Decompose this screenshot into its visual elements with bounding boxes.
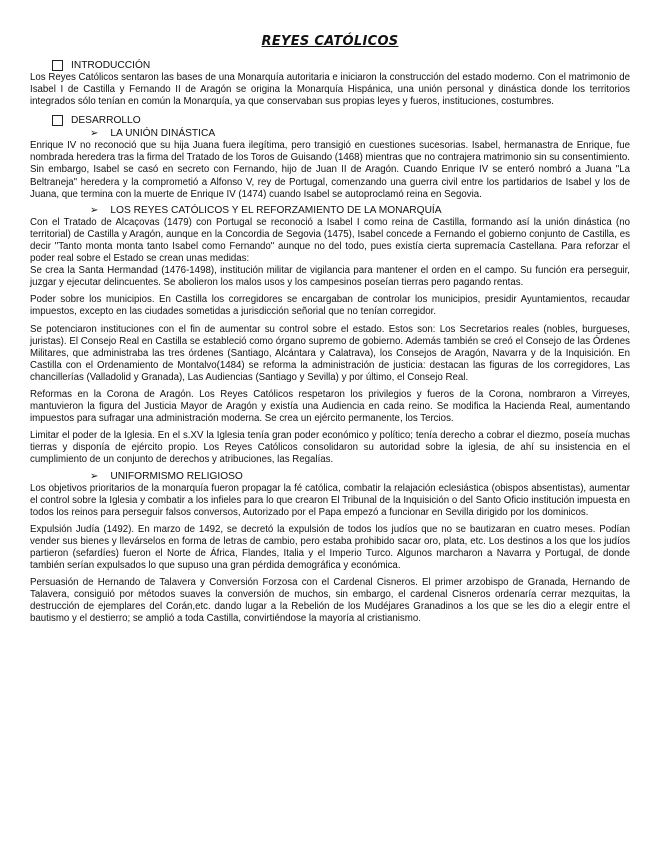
religioso-paragraph-3: Persuasión de Hernando de Talavera y Conversión Forzosa con el Cardenal Cisneros. El primer arzobispo de Granada, Hernando de Talavera, consiguió por métodos suaves la conversión de muchos, sin embargo, el cardenal Cisneros ordenaría cerrar mezquitas, la destrucción de ejemplares del Corán,etc. dando lugar a la Rebelión de los Mudéjares Granadinos a los que se les dio a elegir entre el bautismo y el destierro; se amplió a toda Castilla, convirtiéndose la mayoría al cristianismo. xyxy=(30,577,630,625)
section-heading-introduccion xyxy=(30,59,630,72)
arrow-bullet-icon: ➢ xyxy=(90,470,99,482)
refuerzo-paragraph-2: Se crea la Santa Hermandad (1476-1498), institución militar de vigilancia para mantener el orden en el campo. Su función era perseguir, juzgar y ejecutar delincuentes. Se abolieron los malos usos y los campesinos poseían tierras pero pagando rentas. xyxy=(30,265,630,289)
subsection-heading-union xyxy=(30,128,630,140)
arrow-bullet-icon: ➢ xyxy=(90,204,99,216)
document-page xyxy=(30,34,630,626)
refuerzo-paragraph-5: Reformas en la Corona de Aragón. Los Reyes Católicos respetaron los privilegios y fueros de la Corona, nombraron a Virreyes, mantuvieron la figura del Justicia Mayor de Aragón y existía una Audiencia en cada reino. Se modifica la Hacienda Real, aumentando impuestos para sufragar una administración moderna. Se crea un ejército permanente, los Tercios. xyxy=(30,388,630,425)
checkbox-icon xyxy=(52,115,63,126)
arrow-bullet-icon: ➢ xyxy=(90,128,99,140)
subsection-heading-refuerzo xyxy=(30,205,630,217)
refuerzo-paragraph-3: Poder sobre los municipios. En Castilla los corregidores se encargaban de controlar los municipios, presidir Ayuntamientos, recaudar impuestos, excepto en las ciudades sometidas a jurisdicción señorial que no tenían corregidor. xyxy=(30,294,630,318)
subsection-heading-label: LOS REYES CATÓLICOS Y EL REFORZAMIENTO DE LA MONARQUÍA xyxy=(110,204,442,216)
checkbox-icon xyxy=(52,60,63,71)
section-heading-label: INTRODUCCIÓN xyxy=(71,60,151,71)
subsection-heading-label: UNIFORMISMO RELIGIOSO xyxy=(110,470,243,482)
religioso-paragraph-2: Expulsión Judía (1492). En marzo de 1492, se decretó la expulsión de todos los judíos que no se bautizaran en cuatro meses. Podían vender sus bienes y llevárselos en forma de letras de cambio, pero estaba prohibido sacar oro, plata, etc. Los destinos a los que los judíos partieron (sefardíes) fueron el Norte de África, Flandes, Italia y el Imperio Turco. Algunos marcharon a Navarra y Portugal, de donde también serían expulsados lo que supuso una gran pérdida demográfica y económica. xyxy=(30,523,630,572)
refuerzo-paragraph-4: Se potenciaron instituciones con el fin de aumentar su control sobre el estado. Estos son: Los Secretarios reales (nobles, burgueses, juristas). El Consejo Real en Castilla se estableció como órgano supremo de gobierno. Además también se creó el Consejo de las Órdenes Militares, que administraba las tres órdenes (Santiago, Alcántara y Calatrava), los Consejos de Aragón, Navarra y de la Inquisición. En Castilla con el Ordenamiento de Montalvo(1484) se reforma la administración de justicia: destacan las figuras de los corregidores, Las chancillerías (Valladolid y Granada), Las Audiencias (Santiago y Sevilla) y por último, el Consejo Real. xyxy=(30,323,630,383)
refuerzo-paragraph-1: Con el Tratado de Alcaçovas (1479) con Portugal se reconoció a Isabel I como reina de Castilla, formando así la unión dinástica (no territorial) de Castilla y Aragón, aunque en la Concordia de Segovia (1475), Isabel concede a Fernando el gobierno conjunto de Castilla, es decir "Tanto monta monta tanto Isabel como Fernando" aunque no del todo, pues existía cierta supremacía Castellana. Para reforzar el poder real sobre el Estado se crean unas medidas: xyxy=(30,216,630,265)
union-paragraph: Enrique IV no reconoció que su hija Juana fuera ilegítima, pero transigió en cuestiones sucesorias. Isabel, hermanastra de Enrique, fue nombrada heredera tras la firma del Tratado de los Toros de Guisando (1468) mientras que no contrajera matrimonio sin su consentimiento. Sin embargo, Isabel se casó en secreto con Fernando, hijo de Juan II de Aragón. Cuando Enrique IV se enteró nombró a Juana "La Beltraneja" heredera y la comprometió a Alfonso V, rey de Portugal, comenzando una guerra civil entre los partidarios de Isabel y los de Juana, que termina con la muerte de Enrique IV (1474) cuando Isabel se autoproclamó reina en Segovia. xyxy=(30,140,630,200)
refuerzo-paragraph-6: Limitar el poder de la Iglesia. En el s.XV la Iglesia tenía gran poder económico y político; tenía derecho a cobrar el diezmo, poseía muchas tierras y disponía de ejército propio. Los Reyes Católicos consolidaron su autoridad sobre la iglesia, de ahí su insistencia en el cumplimiento de un conjunto de derechos y atribuciones, las Regalías. xyxy=(30,430,630,466)
religioso-paragraph-1: Los objetivos prioritarios de la monarquía fueron propagar la fé católica, combatir la relajación eclesiástica (obispos absentistas), aumentar el control sobre la Iglesia y combatir a los infieles para lo que crearon El Tribunal de la Inquisición o del Santo Oficio institución impuesta en todos los reinos para perseguir falsos conversos, Autorizado por el Papa empezó a funcionar en Sevilla dirigido por los dominicos. xyxy=(30,482,630,518)
subsection-heading-label: LA UNIÓN DINÁSTICA xyxy=(110,128,216,140)
subsection-heading-religioso xyxy=(30,471,630,483)
section-heading-label: DESARROLLO xyxy=(71,115,141,127)
page-title: REYES CATÓLICOS xyxy=(261,34,399,49)
section-heading-desarrollo xyxy=(30,114,630,127)
intro-paragraph: Los Reyes Católicos sentaron las bases de una Monarquía autoritaria e iniciaron la construcción del estado moderno. Con el matrimonio de Isabel I de Castilla y Fernando II de Aragón se origina la Monarquía Hispánica, una unión personal y dinástica donde los territorios integrados sólo tenían en común la Monarquía, ya que conservaban sus propias leyes y fueros, instituciones, costumbres. xyxy=(30,72,630,108)
